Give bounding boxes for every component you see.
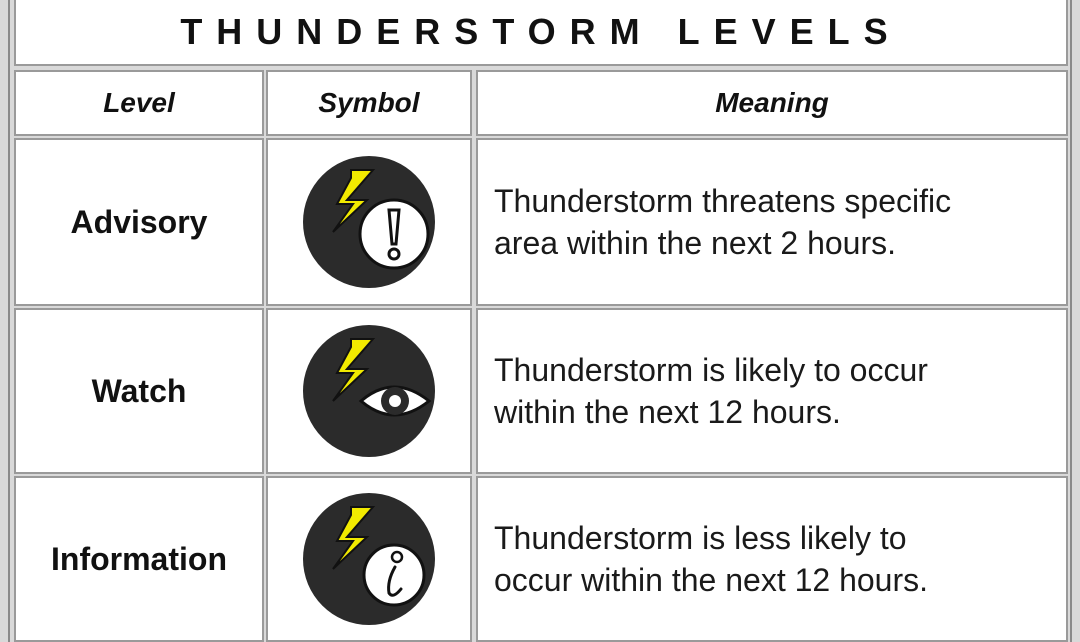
meaning-advisory (476, 138, 1068, 306)
level-advisory: Advisory (14, 138, 264, 306)
column-header-meaning: Meaning (476, 70, 1068, 136)
level-watch: Watch (14, 308, 264, 474)
table-title: THUNDERSTORM LEVELS (14, 0, 1068, 66)
meaning-line: Thunderstorm is less likely to (494, 520, 907, 556)
symbol-cell-watch (266, 308, 472, 474)
column-header-level: Level (14, 70, 264, 136)
lightning-eye-icon (299, 321, 439, 461)
level-information: Information (14, 476, 264, 642)
meaning-information (476, 476, 1068, 642)
meaning-line: area within the next 2 hours. (494, 225, 897, 261)
symbol-cell-information (266, 476, 472, 642)
symbol-cell-advisory (266, 138, 472, 306)
meaning-line: Thunderstorm threatens specific (494, 183, 952, 219)
meaning-line: occur within the next 12 hours. (494, 562, 929, 598)
lightning-info-icon (299, 489, 439, 629)
lightning-exclamation-icon (299, 152, 439, 292)
meaning-line: within the next 12 hours. (494, 394, 841, 430)
meaning-watch (476, 308, 1068, 474)
meaning-line: Thunderstorm is likely to occur (494, 352, 928, 388)
column-header-symbol: Symbol (266, 70, 472, 136)
